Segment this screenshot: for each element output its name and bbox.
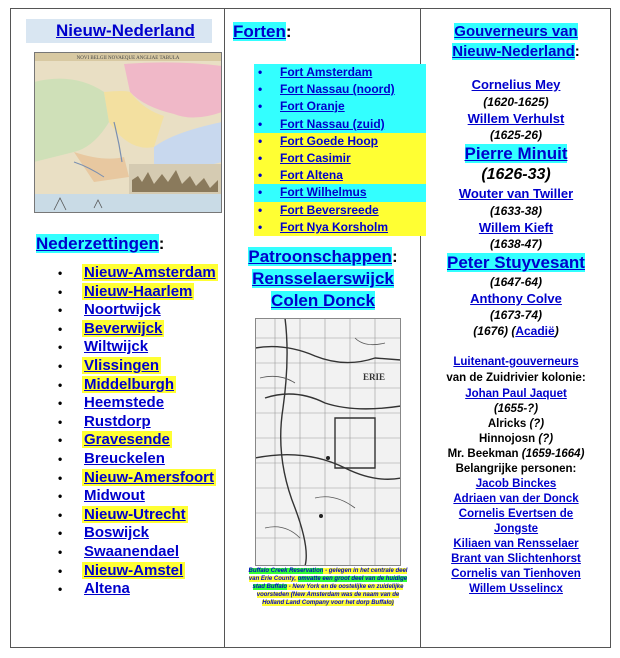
settlement-item[interactable]: • Nieuw-Haarlem <box>52 283 218 302</box>
person-row <box>426 478 606 490</box>
persons-heading: Belangrijke personen: <box>455 463 577 475</box>
jaquet-years: (1655-?) <box>493 403 539 415</box>
erie-map-label: ERIE <box>363 372 386 382</box>
alricks-row: Alricks (?) <box>487 418 545 430</box>
governor-link[interactable]: Pierre Minuit <box>464 144 568 163</box>
nieuw-nederland-link[interactable]: Nieuw-Nederland <box>56 21 195 40</box>
governor-years: (1638-47) <box>489 237 543 251</box>
governor-years: (1633-38) <box>489 204 543 218</box>
forts-heading-link[interactable]: Forten <box>233 22 286 41</box>
settlement-item[interactable]: • Heemstede <box>52 394 218 413</box>
governor-highlight <box>426 253 606 273</box>
person-link[interactable]: Jongste <box>493 523 539 535</box>
forts-list <box>254 64 426 236</box>
erie-county-map[interactable] <box>255 318 401 566</box>
settlement-item[interactable]: • Swaanendael <box>52 543 218 562</box>
fort-item[interactable]: • Fort Goede Hoop <box>254 133 426 150</box>
rensselaerswijck-link[interactable]: Rensselaerswijck <box>252 269 394 288</box>
settlement-item[interactable]: • Gravesende <box>52 431 218 450</box>
beekman-row: Mr. Beekman (1659-1664) <box>447 448 585 460</box>
settlements-heading-link[interactable]: Nederzettingen <box>36 234 159 253</box>
new-netherland-map[interactable] <box>34 52 222 213</box>
jaquet-row <box>426 388 606 400</box>
colen-donck-link[interactable]: Colen Donck <box>271 291 375 310</box>
jaquet-link[interactable]: Johan Paul Jaquet <box>465 388 567 400</box>
governor-link[interactable]: Cornelius Mey <box>471 77 561 92</box>
map-cartouche-text: NOVI BELGII NOVAEQUE ANGLIAE TABULA <box>76 56 180 61</box>
caption-link[interactable]: omvatte een groot deel van de huidige stad Buffalo <box>252 576 408 590</box>
patroonschappen-heading-link[interactable]: Patroonschappen <box>248 247 392 266</box>
caption-link[interactable]: Buffalo Creek Reservation <box>248 568 324 574</box>
person-row <box>426 568 606 580</box>
fort-item[interactable]: • Fort Beversreede <box>254 202 426 219</box>
governor-highlight <box>426 144 606 164</box>
hinnojosn-row: Hinnojosn (?) <box>478 433 554 445</box>
governor-years: (1673-74) <box>489 308 543 322</box>
fort-item[interactable]: • Fort Casimir <box>254 150 426 167</box>
governor-link[interactable]: Wouter van Twiller <box>458 186 574 201</box>
fort-item[interactable]: • Fort Nassau (zuid) <box>254 116 426 133</box>
lt-gov-text: van de Zuidrivier kolonie: <box>446 372 586 384</box>
person-link[interactable]: Adriaen van der Donck <box>453 493 579 505</box>
settlement-item[interactable]: • Breuckelen <box>52 450 218 469</box>
fort-item[interactable]: • Fort Altena <box>254 167 426 184</box>
fort-item[interactable]: • Fort Wilhelmus <box>254 184 426 201</box>
governors-title-link[interactable]: Nieuw-Nederland <box>452 43 575 60</box>
patroonschappen-block: Patroonschappen: Rensselaerswijck Colen Donck <box>248 247 398 310</box>
fort-item[interactable]: • Fort Oranje <box>254 98 426 115</box>
lt-gov-link[interactable]: Luitenant-gouverneurs <box>453 356 579 368</box>
governor-years: (1620-1625) <box>483 95 549 109</box>
person-link[interactable]: Jacob Binckes <box>475 478 557 490</box>
settlement-item[interactable]: • Wiltwijck <box>52 338 218 357</box>
person-row <box>426 523 606 535</box>
settlement-item[interactable]: • Beverwijck <box>52 320 218 339</box>
person-row <box>426 583 606 595</box>
settlement-item[interactable]: • Boswijck <box>52 524 218 543</box>
person-row <box>426 538 606 550</box>
settlements-heading: Nederzettingen: <box>36 234 165 253</box>
governor-years: (1626-33) <box>481 166 551 183</box>
nieuw-nederland-title[interactable] <box>26 19 212 43</box>
governor-years: (1647-64) <box>489 275 543 289</box>
person-row <box>426 493 606 505</box>
settlement-item[interactable]: • Rustdorp <box>52 413 218 432</box>
governors-title-link[interactable]: Gouverneurs van <box>454 23 578 40</box>
person-row <box>426 508 606 520</box>
settlement-item[interactable]: • Altena <box>52 580 218 599</box>
settlement-item[interactable]: • Vlissingen <box>52 357 218 376</box>
person-link[interactable]: Kiliaen van Rensselaer <box>453 538 579 550</box>
fort-item[interactable]: • Fort Amsterdam <box>254 64 426 81</box>
governor-years: (1625-26) <box>489 128 543 142</box>
person-link[interactable]: Cornelis van Tienhoven <box>451 568 581 580</box>
forts-heading: Forten: <box>233 22 292 41</box>
governor-link[interactable]: Peter Stuyvesant <box>447 253 585 272</box>
person-link[interactable]: Cornelis Evertsen de <box>458 508 574 520</box>
settlement-item[interactable]: • Nieuw-Amstel <box>52 562 218 581</box>
governor-link[interactable]: Willem Verhulst <box>467 111 565 126</box>
governor-link[interactable]: Anthony Colve <box>470 291 562 306</box>
map-caption: Buffalo Creek Reservation - gelegen in het centrale deel van Erie County, omvatte een groot deel van de huidige stad Buffalo - New York en de oostelijke en zuidelijke voorsteden (New Amsterdam was de naam van de Holland Land Company voor het dorp Buffalo) <box>248 568 408 606</box>
governor-link[interactable]: Willem Kieft <box>478 220 554 235</box>
person-link[interactable]: Brant van Slichtenhorst <box>451 553 581 565</box>
person-row <box>426 553 606 565</box>
settlement-item[interactable]: • Middelburgh <box>52 376 218 395</box>
person-link[interactable]: Willem Usselincx <box>469 583 563 595</box>
acadie-line: (1676) (Acadië) <box>473 324 559 338</box>
settlement-item[interactable]: • Midwout <box>52 487 218 506</box>
fort-item[interactable]: • Fort Nassau (noord) <box>254 81 426 98</box>
settlement-item[interactable]: • Noortwijck <box>52 301 218 320</box>
settlements-list <box>52 264 218 599</box>
acadie-link[interactable]: Acadië <box>515 324 555 338</box>
governors-title: Gouverneurs van Nieuw-Nederland: <box>452 23 580 60</box>
lt-gov-link-row <box>426 356 606 368</box>
settlement-item[interactable]: • Nieuw-Amsterdam <box>52 264 218 283</box>
settlement-item[interactable]: • Nieuw-Amersfoort <box>52 469 218 488</box>
column-divider <box>224 9 225 647</box>
settlement-item[interactable]: • Nieuw-Utrecht <box>52 506 218 525</box>
fort-item[interactable]: • Fort Nya Korsholm <box>254 219 426 236</box>
